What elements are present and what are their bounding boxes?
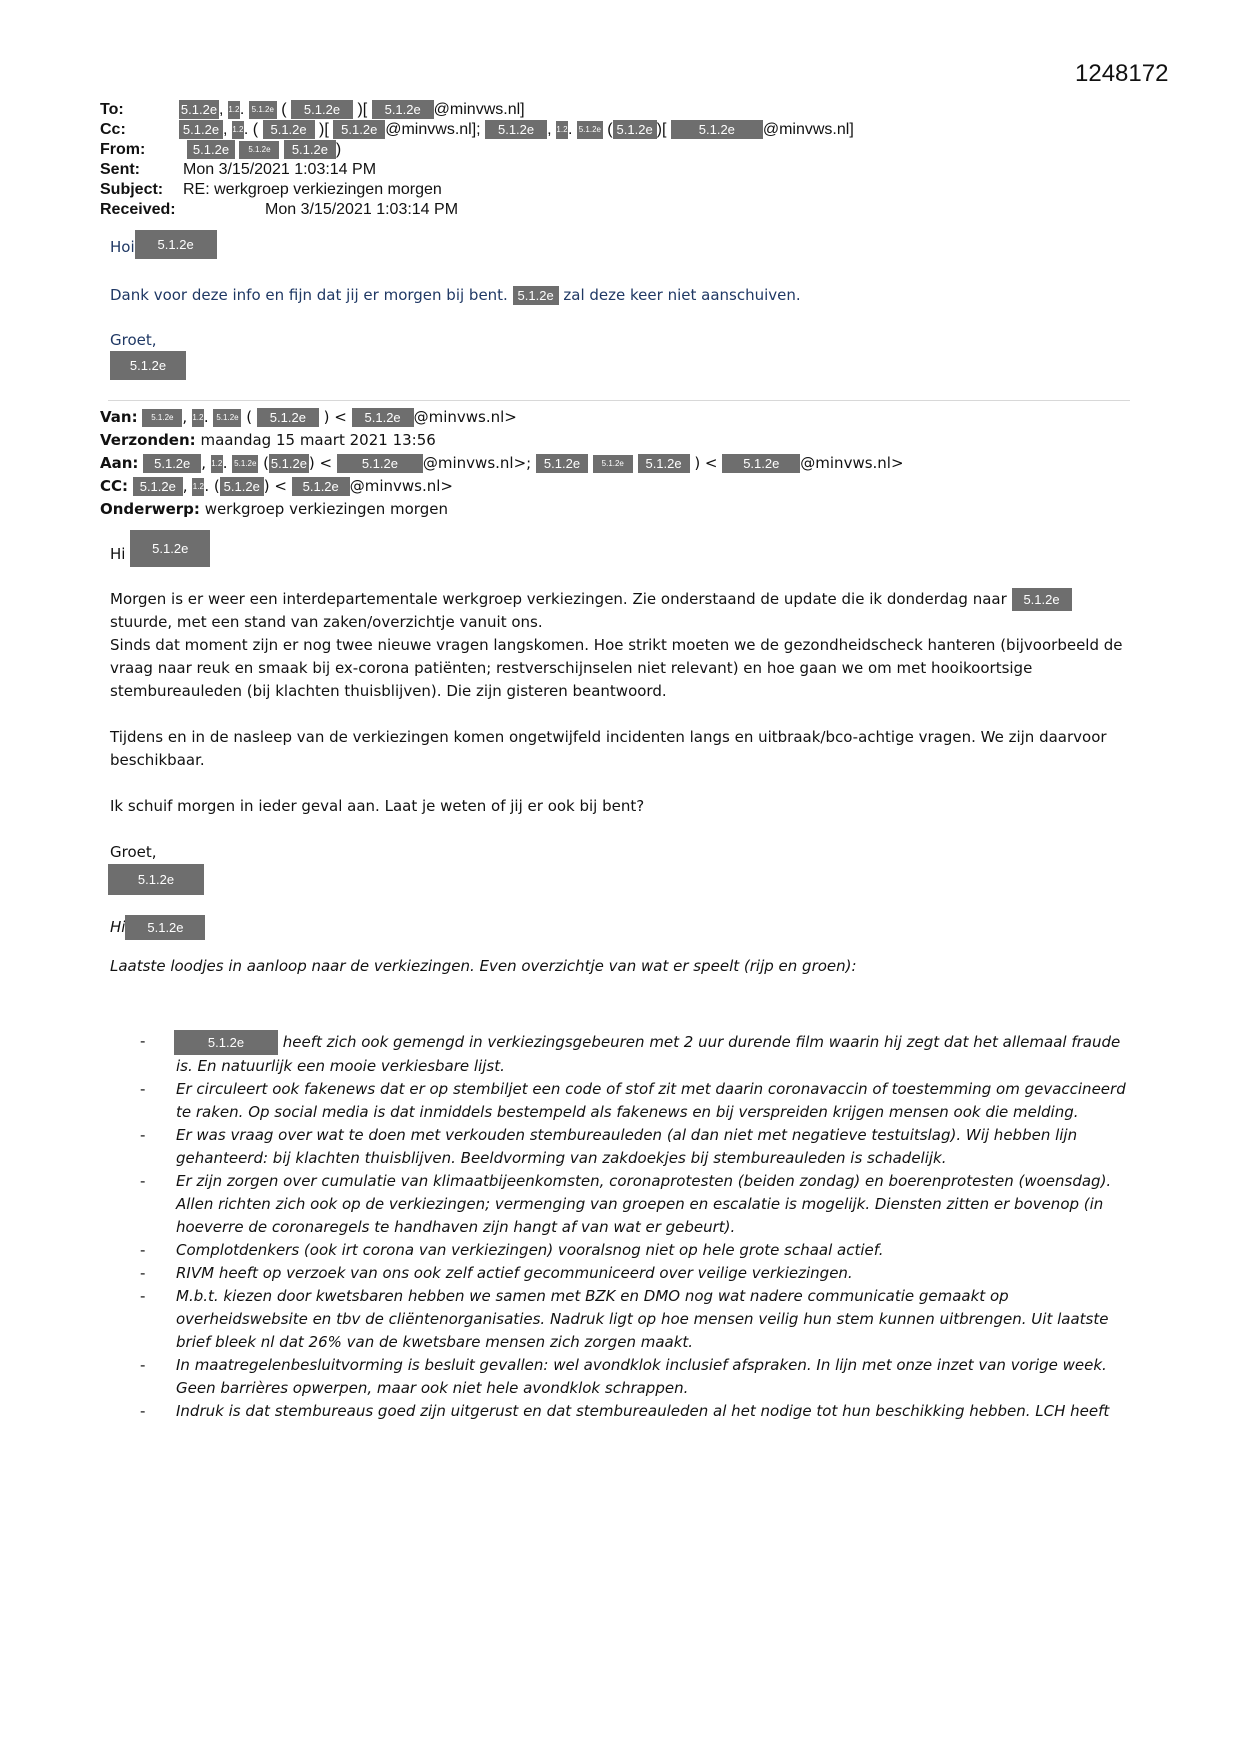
redaction: 5.1.2e xyxy=(110,351,186,380)
divider xyxy=(108,400,1130,401)
redaction: 5.1.2e xyxy=(239,141,279,159)
cc-label: Cc: xyxy=(100,121,126,138)
reply-signature xyxy=(110,351,1110,380)
redaction: 5.1.2e xyxy=(671,120,763,139)
redaction: 1.2 xyxy=(211,455,223,473)
van-label: Van: xyxy=(100,408,138,426)
reply-text: Dank voor deze info en fijn dat jij er morgen bij bent. xyxy=(110,286,508,304)
redaction: 5.1.2e xyxy=(1012,588,1072,611)
bullet-text: Er circuleert ook fakenews dat er op stembiljet een code of stof zit met daarin coronavaccin of toestemming om gevaccineerd te raken. Op social media is dat inmiddels bestempeld als fakenews en bij verspreiden krijgen mensen ook die melding. xyxy=(176,1080,1126,1121)
onderwerp-label: Onderwerp: xyxy=(100,500,200,518)
reply-closing: Groet, xyxy=(110,331,157,349)
redaction: 5.1.2e xyxy=(180,102,218,118)
document-number: 1248172 xyxy=(1075,60,1169,87)
cc-fwd-row: CC: 5.1.2e , 1.2. ( 5.1.2e ) < 5.1.2e @minvws.nl> xyxy=(100,477,453,495)
body-greeting xyxy=(110,542,1130,580)
to-row: To: 5.1.2e , 1.2. 5.1.2e ( 5.1.2e )[ 5.1.2e @minvws.nl] xyxy=(100,101,525,118)
forwarded-header xyxy=(100,406,904,521)
cc-domain-1: @minvws.nl]; xyxy=(385,121,481,138)
verzonden-label: Verzonden: xyxy=(100,431,196,449)
redaction: 5.1.2e xyxy=(133,477,183,496)
onderwerp-row xyxy=(100,498,904,521)
subject-label: Subject: xyxy=(100,181,164,198)
received-label: Received: xyxy=(100,201,176,218)
body-greeting-2 xyxy=(110,915,1130,940)
body-text: Sinds dat moment zijn er nog twee nieuwe vragen langskomen. Hoe strikt moeten we de gezondheidscheck hanteren (bijvoorbeeld de vraag naar reuk en smaak bij ex-corona patiënten; restverschijnselen niet relevant) en hoe gaan we om met hooikoortsige stembureauleden (bij klachten thuisblijven). Die zijn gisteren beantwoord. xyxy=(110,636,1123,700)
body-text: Morgen is er weer een interdepartementale werkgroep verkiezingen. Zie onderstaand de update die ik donderdag naar xyxy=(110,590,1007,608)
redaction: 5.1.2e xyxy=(292,477,350,496)
email-header xyxy=(100,100,854,220)
bullet-text: RIVM heeft op verzoek van ons ook zelf actief gecommuniceerd over veilige verkiezingen. xyxy=(176,1264,853,1282)
redaction: 5.1.2e xyxy=(125,915,205,940)
cc-fwd-domain: @minvws.nl> xyxy=(349,477,453,495)
subject-value: RE: werkgroep verkiezingen morgen xyxy=(183,181,442,198)
bullet-text: heeft zich ook gemengd in verkiezingsgebeuren met 2 uur durende film waarin hij zegt dat het allemaal fraude is. En natuurlijk een mooie verkiesbare lijst. xyxy=(176,1033,1121,1075)
sent-value: Mon 3/15/2021 1:03:14 PM xyxy=(183,161,377,178)
van-row: Van: 5.1.2e , 1.2. 5.1.2e ( 5.1.2e ) < 5.1.2e @minvws.nl> xyxy=(100,408,517,426)
body-paragraph-1 xyxy=(110,588,1130,703)
to-label: To: xyxy=(100,101,124,118)
redaction: 5.1.2e xyxy=(257,408,319,427)
list-item xyxy=(140,1124,1130,1170)
body-paragraph-2: Tijdens en in de nasleep van de verkiezingen komen ongetwijfeld incidenten langs en uitbraak/bco-achtige vragen. We zijn daarvoor beschikbaar. xyxy=(110,728,1107,769)
list-item xyxy=(140,1170,1130,1239)
bullet-text: Er zijn zorgen over cumulatie van klimaatbijeenkomsten, coronaprotesten (beiden zondag) en boerenprotesten (woensdag). Allen richten zich ook op de verkiezingen; vermenging van groepen en escalatie is mogelijk. Diensten zitten er bovenop (in hoeverre de coronaregels te handhaven zijn hangt af van wat er gebeurt). xyxy=(176,1172,1112,1236)
redaction: 5.1.2e xyxy=(108,864,204,895)
list-item xyxy=(140,1400,1130,1423)
greeting-text: Hi xyxy=(110,545,126,563)
redaction: 5.1.2e xyxy=(187,140,235,159)
bullet-list xyxy=(140,1030,1130,1423)
from-row: From: 5.1.2e 5.1.2e 5.1.2e ) xyxy=(100,141,342,158)
reply-greeting xyxy=(110,236,1110,266)
cc-row: Cc: 5.1.2e , 1.2. ( 5.1.2e )[ 5.1.2e @minvws.nl]; 5.1.2e , 1.2. 5.1.2e ( 5.1.2e )[ 5.1.2e @minvws.nl] xyxy=(100,121,854,138)
redaction: 5.1.2e xyxy=(485,120,547,139)
aan-label: Aan: xyxy=(100,454,139,472)
list-item xyxy=(140,1285,1130,1354)
redaction: 1.2 xyxy=(228,101,240,119)
redaction: 5.1.2e xyxy=(638,454,690,473)
cc-domain-2: @minvws.nl] xyxy=(762,121,854,138)
body-signature xyxy=(108,864,1130,895)
redaction: 5.1.2e xyxy=(135,230,217,259)
redaction: 5.1.2e xyxy=(372,100,434,119)
from-label: From: xyxy=(100,141,146,158)
redaction: 5.1.2e xyxy=(213,409,241,427)
aan-domain-1: @minvws.nl>; xyxy=(422,454,532,472)
redaction: 1.2 xyxy=(556,121,568,139)
redaction: 5.1.2e xyxy=(337,454,423,473)
list-item xyxy=(140,1239,1130,1262)
aan-domain-2: @minvws.nl> xyxy=(800,454,904,472)
reply-text: zal deze keer niet aanschuiven. xyxy=(563,286,801,304)
redaction: 5.1.2e xyxy=(270,456,307,471)
redaction: 5.1.2e xyxy=(249,101,277,119)
bullet-text: Er was vraag over wat te doen met verkouden stembureauleden (al dan niet met negatieve testuitslag). Wij hebben lijn gehanteerd: bij klachten thuisblijven. Beeldvorming van zakdoekjes bij stembureauleden is schadelijk. xyxy=(176,1126,1078,1167)
reply-body xyxy=(110,236,1110,380)
redaction: 5.1.2e xyxy=(291,100,353,119)
redaction: 5.1.2e xyxy=(513,286,559,305)
verzonden-row xyxy=(100,429,904,452)
received-row xyxy=(100,200,854,220)
redaction: 1.2 xyxy=(232,121,244,139)
sent-label: Sent: xyxy=(100,161,140,178)
to-domain: @minvws.nl] xyxy=(433,101,525,118)
redaction: 5.1.2e xyxy=(232,455,258,473)
redaction: 5.1.2e xyxy=(333,120,385,139)
onderwerp-value: werkgroep verkiezingen morgen xyxy=(204,500,448,518)
redaction: 5.1.2e xyxy=(352,408,414,427)
greeting-text: Hi xyxy=(110,918,126,936)
redaction: 5.1.2e xyxy=(593,455,633,473)
body-closing: Groet, xyxy=(110,843,157,861)
sent-row xyxy=(100,160,854,180)
bullet-text: M.b.t. kiezen door kwetsbaren hebben we samen met BZK en DMO nog wat nadere communicatie gemaakt op overheidswebsite en tbv de cliëntenorganisaties. Nadruk ligt op hoe mensen veilig hun stem kunnen uitbrengen. Uit laatste brief bleek nl dat 26% van de kwetsbare mensen zich zorgen maakt. xyxy=(176,1287,1109,1351)
list-item xyxy=(140,1354,1130,1400)
body-text: stuurde, met een stand van zaken/overzichtje vanuit ons. xyxy=(110,613,543,631)
redaction: 5.1.2e xyxy=(130,530,210,567)
reply-line xyxy=(110,286,1110,305)
list-item xyxy=(140,1078,1130,1124)
list-item xyxy=(140,1262,1130,1285)
redaction: 5.1.2e xyxy=(722,454,800,473)
redaction: 5.1.2e xyxy=(577,121,603,139)
redaction: 5.1.2e xyxy=(284,140,336,159)
redaction: 5.1.2e xyxy=(142,409,182,427)
redaction: 1.2 xyxy=(192,409,204,427)
aan-row: Aan: 5.1.2e , 1.2. 5.1.2e ( 5.1.2e ) < 5.1.2e @minvws.nl>; 5.1.2e 5.1.2e 5.1.2e ) < 5.1.2e @minvws.nl> xyxy=(100,454,904,472)
bullet-text: Complotdenkers (ook irt corona van verkiezingen) vooralsnog niet op hele grote schaal actief. xyxy=(176,1241,884,1259)
redaction: 5.1.2e xyxy=(179,120,223,139)
redaction: 5.1.2e xyxy=(613,120,657,139)
bullet-text: In maatregelenbesluitvorming is besluit gevallen: wel avondklok inclusief afspraken. In lijn met onze inzet van vorige week. Geen barrières opwerpen, maar ook niet hele avondklok schrappen. xyxy=(176,1356,1107,1397)
redaction: 5.1.2e xyxy=(536,454,588,473)
redaction: 5.1.2e xyxy=(174,1030,278,1055)
van-domain: @minvws.nl> xyxy=(413,408,517,426)
subject-row xyxy=(100,180,854,200)
bullet-text: Indruk is dat stembureaus goed zijn uitgerust en dat stembureauleden al het nodige tot hun beschikking hebben. LCH heeft xyxy=(176,1402,1110,1420)
redaction: 5.1.2e xyxy=(263,120,315,139)
body-paragraph-3: Ik schuif morgen in ieder geval aan. Laat je weten of jij er ook bij bent? xyxy=(110,797,645,815)
body-intro: Laatste loodjes in aanloop naar de verkiezingen. Even overzichtje van wat er speelt (rijp en groen): xyxy=(110,957,857,975)
redaction: 1.2 xyxy=(192,478,204,496)
list-item xyxy=(140,1030,1130,1078)
forwarded-body xyxy=(110,542,1130,978)
redaction: 5.1.2e xyxy=(143,454,201,473)
redaction: 5.1.2e xyxy=(220,477,264,496)
cc-fwd-label: CC: xyxy=(100,477,129,495)
greeting-text: Hoi xyxy=(110,238,135,256)
verzonden-value: maandag 15 maart 2021 13:56 xyxy=(200,431,436,449)
received-value: Mon 3/15/2021 1:03:14 PM xyxy=(265,201,459,218)
